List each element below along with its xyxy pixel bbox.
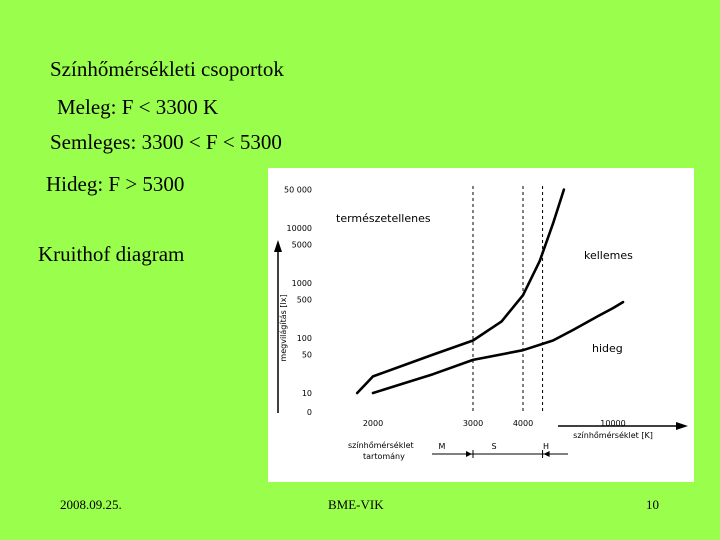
series-point: [552, 340, 554, 342]
series-point: [612, 307, 614, 309]
y-axis-label: megvilágítás [lx]: [279, 294, 288, 362]
y-tick-label: 50 000: [284, 185, 312, 195]
region-label-hideg: hideg: [592, 342, 623, 355]
y-tick-label: 0: [306, 408, 312, 417]
kruithof-chart-svg: [268, 168, 694, 482]
series-point: [432, 354, 434, 356]
y-tick-label: 5000: [291, 240, 312, 250]
y-tick-label: 500: [296, 295, 312, 305]
line-kruithof: Kruithof diagram: [38, 242, 185, 266]
y-tick-label: 1000: [291, 279, 312, 288]
range-arrow: [466, 451, 472, 457]
footer-org: BME-VIK: [328, 497, 384, 512]
series-point: [472, 359, 474, 361]
series-point: [472, 340, 474, 342]
series-point: [522, 349, 524, 351]
series-point: [522, 294, 524, 296]
x-tick-label: 4000: [512, 419, 534, 428]
series-point: [372, 376, 374, 378]
series-point: [572, 329, 574, 331]
line-semleges: Semleges: 3300 < F < 5300: [50, 130, 282, 154]
series-curve-2: [373, 302, 623, 393]
series-point: [432, 373, 434, 375]
series-point: [501, 321, 503, 323]
line-meleg: Meleg: F < 3300 K: [57, 95, 219, 119]
series-point: [356, 392, 358, 394]
x-axis-label: színhőmérséklet [K]: [573, 431, 653, 440]
series-point: [597, 315, 599, 317]
line-hideg: Hideg: F > 5300: [46, 172, 185, 196]
range-label: H: [542, 442, 550, 451]
series-point: [622, 301, 624, 303]
y-tick-label: 100: [296, 334, 312, 343]
x-tick-label: 10000: [600, 419, 626, 428]
x-tick-label: 2000: [362, 419, 384, 428]
footer-date: 2008.09.25.: [60, 497, 122, 512]
x-tick-label: 3000: [462, 419, 484, 428]
kruithof-diagram: [268, 168, 694, 482]
series-point: [539, 260, 541, 262]
range-caption: színhőmérséklet: [348, 441, 414, 450]
range-label: S: [491, 442, 497, 451]
region-label-kellemes: kellemes: [584, 249, 633, 262]
y-tick-label: 50: [301, 350, 312, 360]
y-tick-label: 10: [301, 389, 312, 398]
x-axis-arrow: [676, 422, 688, 430]
y-axis-arrow: [274, 240, 282, 252]
range-arrow: [544, 451, 550, 457]
series-point: [372, 392, 374, 394]
range-label: M: [438, 442, 446, 451]
series-point: [563, 189, 565, 191]
range-caption: tartomány: [363, 452, 405, 461]
y-tick-label: 10000: [286, 224, 312, 233]
slide-title: Színhőmérsékleti csoportok: [50, 57, 284, 81]
series-point: [552, 223, 554, 225]
footer-page: 10: [646, 497, 659, 512]
region-label-termeszetellenes: természetellenes: [336, 212, 431, 225]
